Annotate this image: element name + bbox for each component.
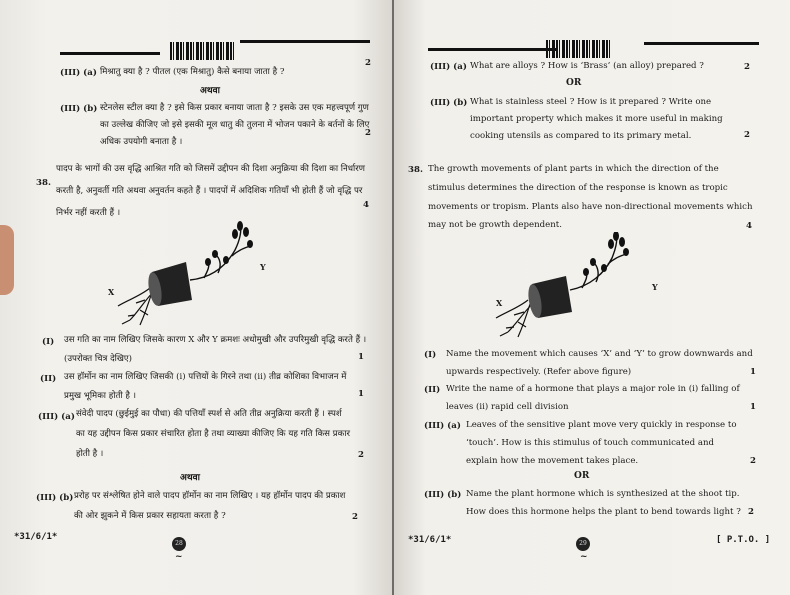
question-number: (III) (b) bbox=[60, 104, 98, 114]
plant-tropism-figure bbox=[100, 220, 300, 330]
marks: 2 bbox=[365, 58, 371, 68]
question-line: होती है । bbox=[76, 449, 104, 459]
figure-label-y: Y bbox=[260, 262, 266, 272]
question-number: (III) (a) bbox=[60, 68, 97, 78]
thumb bbox=[0, 225, 14, 295]
pot-drawing bbox=[526, 276, 572, 319]
marks: 2 bbox=[744, 62, 750, 72]
right-page bbox=[394, 0, 790, 595]
header-rule bbox=[644, 42, 759, 45]
question-text: What are alloys ? How is ‘Brass’ (an alloy) prepared ? bbox=[470, 61, 704, 71]
question-number: 38. bbox=[36, 178, 51, 188]
pto-label: [ P.T.O. ] bbox=[716, 535, 771, 545]
marks: 2 bbox=[358, 450, 364, 460]
question-line: का उल्लेख कीजिए जो इसे इसकी मूल धातु की तुलना में भोजन पकाने के बर्तनों के लिए bbox=[100, 120, 370, 130]
question-number: (II) bbox=[424, 385, 441, 395]
question-line: की ओर झुकने में किस प्रकार सहायता करता है ? bbox=[74, 511, 226, 521]
marks: 1 bbox=[750, 367, 756, 377]
pot-drawing bbox=[146, 262, 192, 307]
paper-code: *31/6/1* bbox=[408, 535, 452, 545]
figure-label-y: Y bbox=[652, 282, 658, 292]
question-text: मिश्रातु क्या है ? पीतल (एक मिश्रातु) कैसे बनाया जाता है ? bbox=[100, 67, 285, 77]
header-rule bbox=[240, 40, 370, 43]
question-line: upwards respectively. (Refer above figure) bbox=[446, 367, 632, 377]
figure-label-x: X bbox=[108, 287, 115, 297]
shoot-drawing bbox=[190, 224, 250, 280]
page-number: 29 bbox=[576, 537, 590, 551]
question-line: (उपरोक्त चित्र देखिए) bbox=[64, 354, 133, 364]
question-number: (III) (b) bbox=[36, 493, 74, 503]
question-line: पादप के भागों की उस वृद्धि आश्रित गति को जिसमें उद्दीपन की दिशा अनुक्रिया की दिशा का निर्धारण bbox=[56, 164, 366, 174]
question-line: प्ररोह पर संश्लेषित होने वाले पादप हॉर्मोन का नाम लिखिए । यह हॉर्मोन पादप की प्रकाश bbox=[74, 491, 346, 501]
question-line: Name the movement which causes ‘X’ and ‘Y’ to grow downwards and bbox=[446, 349, 753, 359]
question-line: ‘touch’. How is this stimulus of touch communicated and bbox=[466, 438, 714, 448]
question-number: (III) (b) bbox=[430, 98, 468, 108]
question-number: (III) (b) bbox=[424, 490, 462, 500]
question-line: अधिक उपयोगी बनाता है । bbox=[100, 137, 183, 147]
question-line: leaves (ii) rapid cell division bbox=[446, 402, 569, 412]
or-separator: OR bbox=[574, 471, 590, 481]
question-line: stimulus determines the direction of the response is known as tropic bbox=[428, 183, 728, 193]
header-rule bbox=[428, 48, 556, 51]
question-line: स्टेनलेस स्टील क्या है ? इसे किस प्रकार बनाया जाता है ? इसके उस एक महत्त्वपूर्ण गुण bbox=[100, 103, 369, 113]
page-number: 28 bbox=[172, 537, 186, 551]
question-line: Leaves of the sensitive plant move very quickly in response to bbox=[466, 420, 737, 430]
roots-drawing bbox=[118, 288, 155, 325]
question-line: Name the plant hormone which is synthesized at the shoot tip. bbox=[466, 489, 740, 499]
tilde-mark: ~ bbox=[580, 552, 588, 562]
marks: 2 bbox=[750, 456, 756, 466]
question-number: (III) (a) bbox=[424, 421, 461, 431]
question-line: may not be growth dependent. bbox=[428, 220, 562, 230]
question-line: explain how the movement takes place. bbox=[466, 456, 639, 466]
marks: 2 bbox=[744, 130, 750, 140]
question-line: cooking utensils as compared to its primary metal. bbox=[470, 131, 692, 141]
left-page bbox=[0, 0, 392, 595]
question-line: निर्भर नहीं करती हैं । bbox=[56, 208, 121, 218]
barcode bbox=[546, 40, 611, 58]
header-rule bbox=[60, 52, 160, 55]
question-number: 38. bbox=[408, 165, 423, 175]
question-line: उस हॉर्मोन का नाम लिखिए जिसकी (i) पत्तियों के गिरने तथा (ii) तीव्र कोशिका विभाजन में bbox=[64, 372, 347, 382]
shoot-drawing bbox=[570, 234, 626, 290]
question-number: (I) bbox=[424, 350, 437, 360]
or-separator: अथवा bbox=[180, 473, 200, 483]
question-number: (I) bbox=[42, 337, 55, 347]
question-number: (II) bbox=[40, 374, 57, 384]
marks: 2 bbox=[352, 512, 358, 522]
marks: 4 bbox=[363, 200, 369, 210]
question-line: करती है, अनुवर्ती गति अथवा अनुवर्तन कहते हैं । पादपों में अदिशिक गतियाँ भी होती हैं जो वृद्धि पर bbox=[56, 186, 363, 196]
marks: 1 bbox=[358, 352, 364, 362]
marks: 2 bbox=[365, 128, 371, 138]
tilde-mark: ~ bbox=[175, 552, 183, 562]
question-line: उस गति का नाम लिखिए जिसके कारण X और Y क्रमशः अधोमुखी और उपरिमुखी वृद्धि करते हैं । bbox=[64, 335, 367, 345]
question-line: संवेदी पादप (छुईमुई का पौधा) की पत्तियाँ स्पर्श से अति तीव्र अनुक्रिया करती हैं । स्पर्श bbox=[76, 409, 342, 419]
or-separator: OR bbox=[566, 78, 582, 88]
question-number: (III) (a) bbox=[430, 62, 467, 72]
barcode bbox=[170, 42, 235, 60]
marks: 2 bbox=[748, 507, 754, 517]
marks: 4 bbox=[746, 221, 752, 231]
question-line: How does this hormone helps the plant to bend towards light ? bbox=[466, 507, 741, 517]
question-line: important property which makes it more useful in making bbox=[470, 114, 723, 124]
question-line: का यह उद्दीपन किस प्रकार संचारित होता है तथा व्याख्या कीजिए कि यह गति किस प्रकार bbox=[76, 429, 350, 439]
question-number: (III) (a) bbox=[38, 412, 75, 422]
question-line: What is stainless steel ? How is it prepared ? Write one bbox=[470, 97, 712, 107]
question-line: Write the name of a hormone that plays a major role in (i) falling of bbox=[446, 384, 740, 394]
marks: 1 bbox=[750, 402, 756, 412]
paper-code: *31/6/1* bbox=[14, 532, 58, 542]
figure-label-x: X bbox=[496, 298, 503, 308]
question-line: The growth movements of plant parts in which the direction of the bbox=[428, 164, 719, 174]
question-line: movements or tropism. Plants also have non-directional movements which bbox=[428, 202, 753, 212]
marks: 1 bbox=[358, 389, 364, 399]
or-separator: अथवा bbox=[200, 86, 220, 96]
question-line: प्रमुख भूमिका होती है । bbox=[64, 391, 136, 401]
